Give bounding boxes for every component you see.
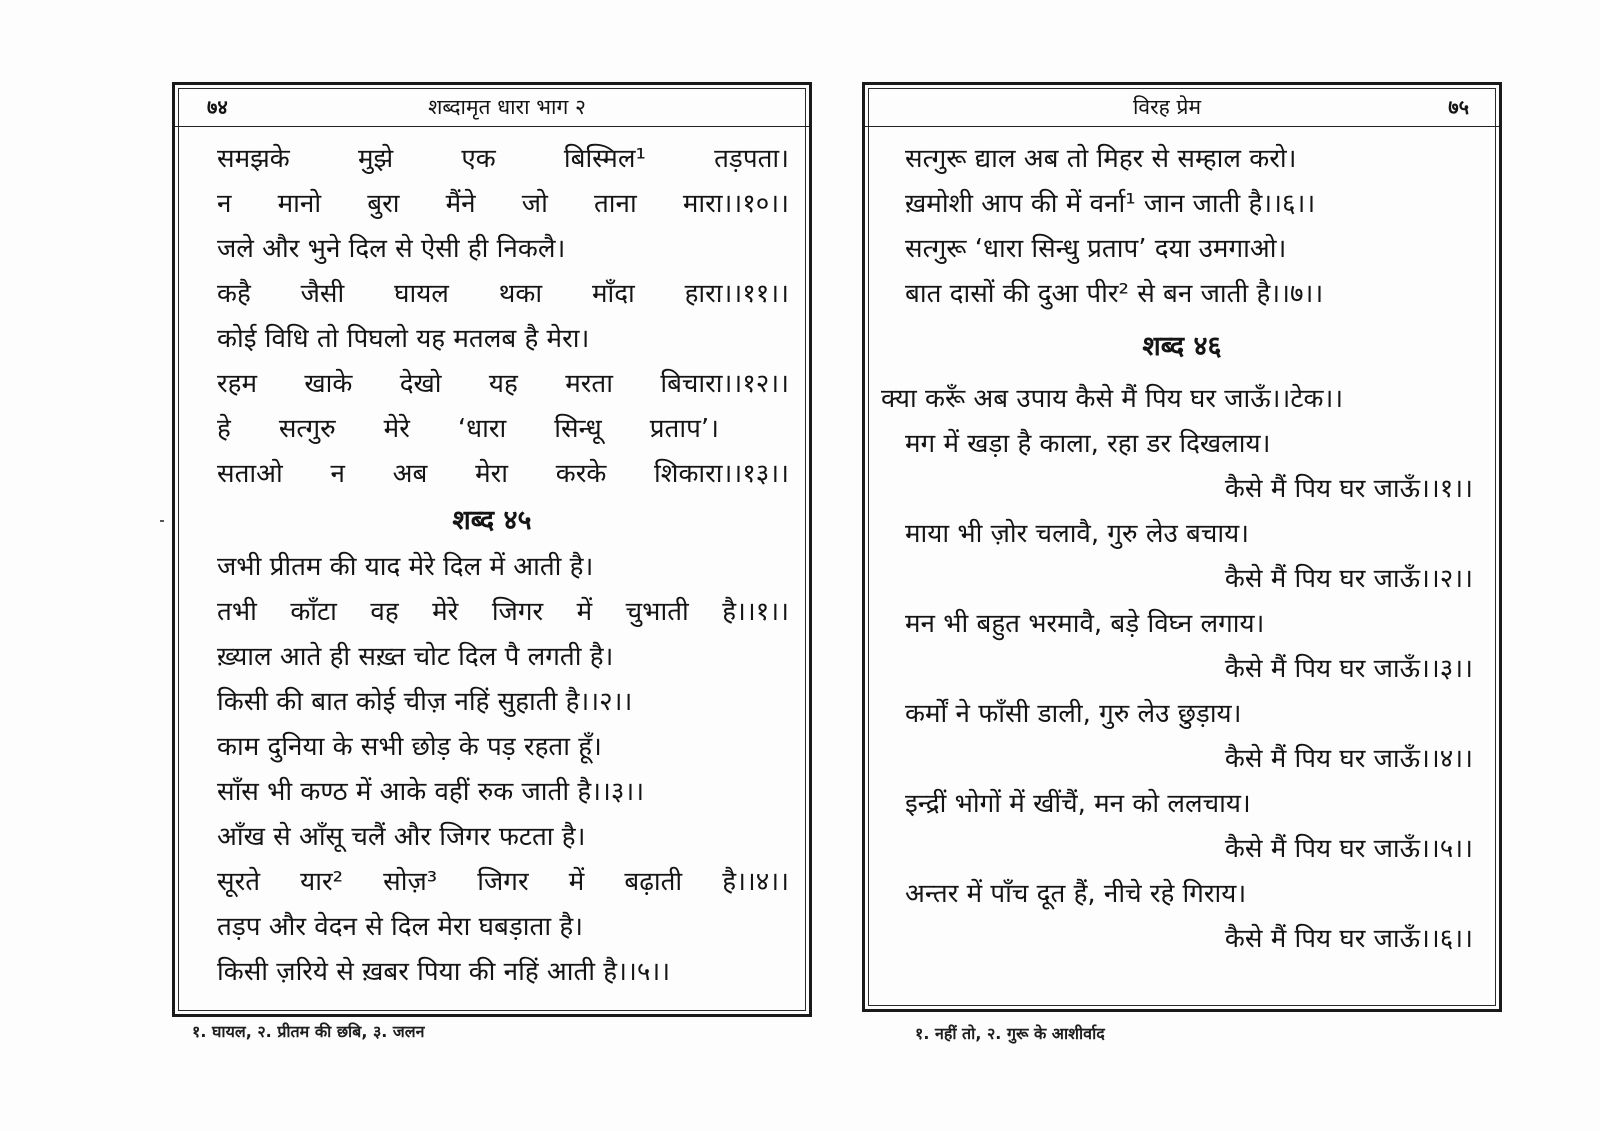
left-page: [172, 82, 812, 1017]
running-title: शब्दामृत धारा भाग २: [428, 95, 586, 119]
verse-line: साँस भी कण्ठ में आके वहीं रुक जाती है।।३।।: [217, 777, 645, 807]
verse-line: समझके मुझे एक बिस्मिल¹ तड़पता।: [217, 144, 789, 174]
verse-line: काम दुनिया के सभी छोड़ के पड़ रहता हूँ।: [217, 732, 602, 762]
verse-line: माया भी ज़ोर चलावै, गुरु लेउ बचाय।: [905, 519, 1250, 549]
verse-line: किसी की बात कोई चीज़ नहिं सुहाती है।।२।।: [217, 687, 633, 717]
verse-line: सूरते यार² सोज़³ जिगर में बढ़ाती है।।४।।: [217, 867, 789, 897]
verse-line: जले और भुने दिल से ऐसी ही निकलै।: [217, 234, 566, 264]
refrain-line: कैसे मैं पिय घर जाऊँ।।६।।: [1224, 924, 1473, 954]
verse-line: सताओ न अब मेरा करके शिकारा।।१३।।: [217, 459, 789, 489]
verse-line: सत्गुरू ‘धारा सिन्धु प्रताप’ दया उमगाओ।: [905, 234, 1287, 264]
verse-line: आँख से आँसू चलैं और जिगर फटता है।: [217, 822, 586, 852]
verse-line: कोई विधि तो पिघलो यह मतलब है मेरा।: [217, 324, 590, 354]
teka-line: क्या करूँ अब उपाय कैसे मैं पिय घर जाऊँ।।टेक।।: [881, 384, 1344, 414]
verse-line: तड़प और वेदन से दिल मेरा घबड़ाता है।: [217, 912, 584, 942]
page-number: ७५: [1448, 95, 1469, 119]
verse-line: कहै जैसी घायल थका माँदा हारा।।११।।: [217, 279, 789, 309]
footnote: १. नहीं तो, २. गुरू के आशीर्वाद: [915, 1024, 1105, 1043]
section-heading: शब्द ४६: [1142, 331, 1222, 362]
verse-line: कर्मों ने फाँसी डाली, गुरु लेउ छुड़ाय।: [905, 699, 1242, 729]
running-title: विरह प्रेम: [1132, 95, 1202, 119]
section-heading: शब्द ४५: [452, 505, 532, 536]
verse-line: किसी ज़रिये से ख़बर पिया की नहिं आती है।।५।।: [217, 957, 671, 987]
verse-line: बात दासों की दुआ पीर² से बन जाती है।।७।।: [905, 279, 1324, 309]
verse-line: सत्गुरू द्याल अब तो मिहर से सम्हाल करो।: [905, 144, 1297, 174]
verse-line: ख़मोशी आप की में वर्ना¹ जान जाती है।।६।।: [905, 189, 1316, 219]
verse-line: हे सत्गुरु मेरे ‘धारा सिन्धू प्रताप’।: [217, 414, 719, 444]
footnote: १. घायल, २. प्रीतम की छबि, ३. जलन: [192, 1022, 425, 1041]
refrain-line: कैसे मैं पिय घर जाऊँ।।३।।: [1224, 654, 1473, 684]
refrain-line: कैसे मैं पिय घर जाऊँ।।२।।: [1224, 564, 1473, 594]
verse-line: ख़्याल आते ही सख़्त चोट दिल पै लगती है।: [217, 642, 614, 672]
right-page-header: [865, 85, 1499, 127]
refrain-line: कैसे मैं पिय घर जाऊँ।।१।।: [1224, 474, 1473, 504]
verse-line: जभी प्रीतम की याद मेरे दिल में आती है।: [217, 552, 594, 582]
left-page-body: [175, 137, 809, 995]
verse-line: इन्द्रीं भोगों में खींचैं, मन को ललचाय।: [905, 789, 1251, 819]
right-page: [862, 82, 1502, 1012]
verse-line: अन्तर में पाँच दूत हैं, नीचे रहे गिराय।: [905, 879, 1247, 909]
page-number: ७४: [207, 95, 228, 119]
scan-speck: [160, 520, 164, 522]
refrain-line: कैसे मैं पिय घर जाऊँ।।४।।: [1224, 744, 1473, 774]
left-page-header: [175, 85, 809, 127]
verse-line: तभी काँटा वह मेरे जिगर में चुभाती है।।१।।: [217, 597, 789, 627]
refrain-line: कैसे मैं पिय घर जाऊँ।।५।।: [1224, 834, 1473, 864]
verse-line: मग में खड़ा है काला, रहा डर दिखलाय।: [905, 429, 1271, 459]
verse-line: रहम खाके देखो यह मरता बिचारा।।१२।।: [217, 369, 789, 399]
right-page-body: [865, 137, 1499, 962]
verse-line: मन भी बहुत भरमावै, बड़े विघ्न लगाय।: [905, 609, 1265, 639]
verse-line: न मानो बुरा मैंने जो ताना मारा।।१०।।: [217, 189, 789, 219]
